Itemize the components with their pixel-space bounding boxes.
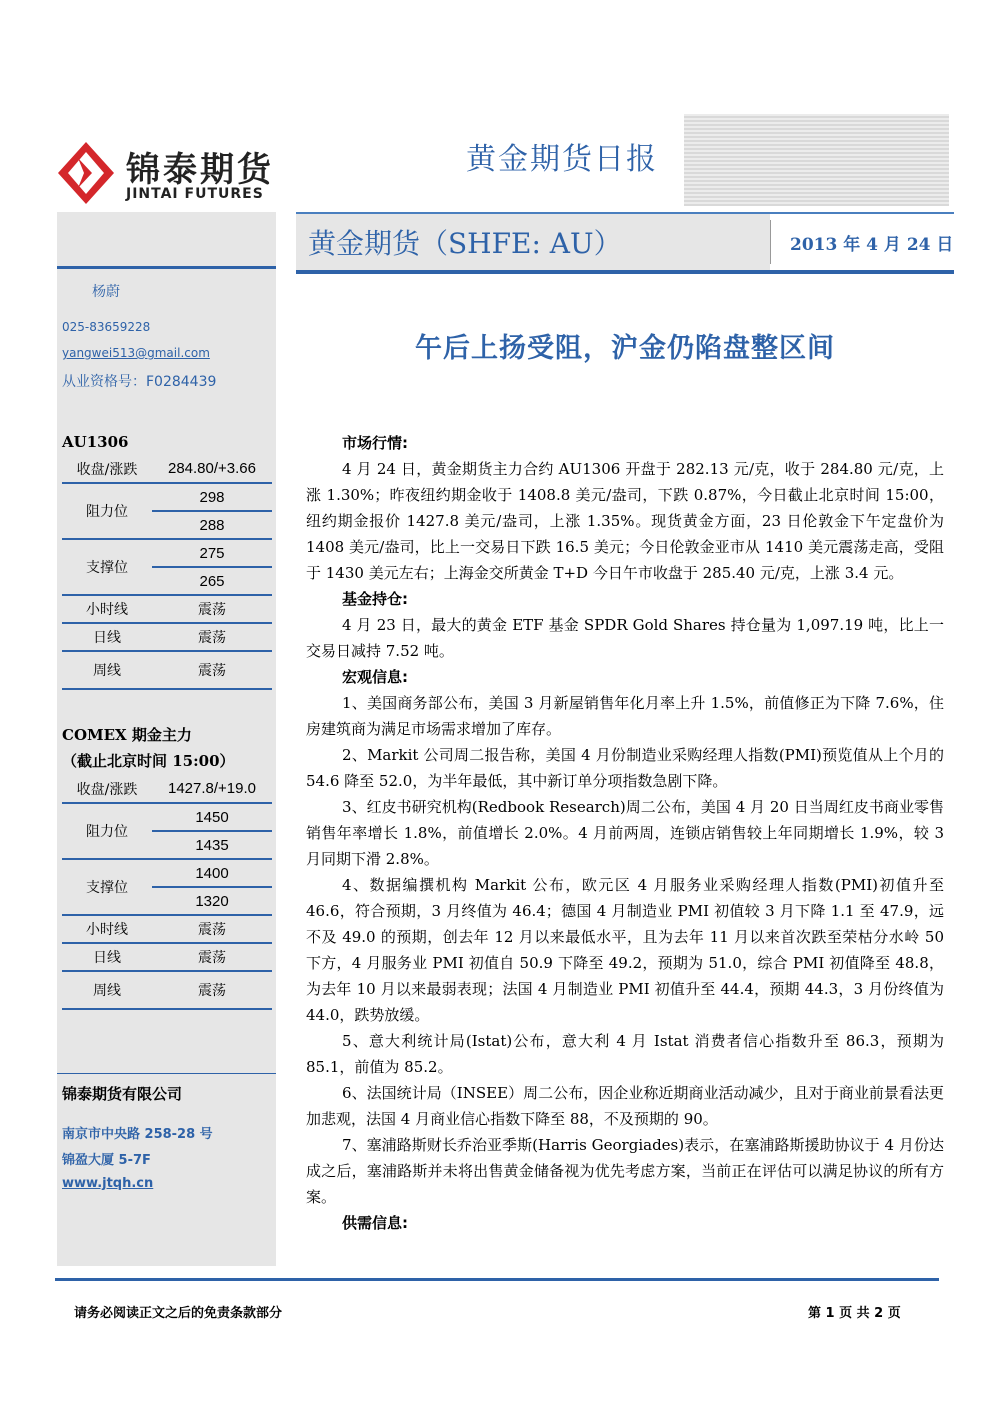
macro-item: 2、Markit 公司周二报告称，美国 4 月份制造业采购经理人指数(PMI)预览值从上个月的 54.6 降至 52.0，为半年最低，其中新订单分项指数急剧下降。 <box>306 746 944 790</box>
report-date: 2013 年 4 月 24 日 <box>790 235 954 255</box>
logo-diamond-icon <box>58 142 116 204</box>
page-number: 第 1 页 共 2 页 <box>808 1306 901 1321</box>
comex-support-label: 支撑位 <box>62 859 152 915</box>
comex-daily-label: 日线 <box>62 943 152 971</box>
table-row <box>62 539 272 567</box>
table-row <box>62 595 272 623</box>
au-resistance-label: 阻力位 <box>62 483 152 539</box>
macro-item: 5、意大利统计局(Istat)公布，意大利 4 月 Istat 消费者信心指数升至 86.3，预期为 85.1，前值为 85.2。 <box>306 1032 944 1076</box>
company-logo <box>58 140 288 210</box>
au-close-label: 收盘/涨跌 <box>62 455 152 483</box>
macro-item: 7、塞浦路斯财长乔治亚季斯(Harris Georgiades)表示，在塞浦路斯援助协议于 4 月份达成之后，塞浦路斯并未将出售黄金储备视为优先考虑方案，当前正在评估可以满足协议的所有方案。 <box>306 1136 944 1206</box>
table-row <box>62 859 272 887</box>
paragraph-market: 4 月 24 日，黄金期货主力合约 AU1306 开盘于 282.13 元/克，收于 284.80 元/克，上涨 1.30%；昨夜纽约期金收于 1408.8 美元/盎司，下跌 0.87%，今日截止北京时间 15:00，纽约期金报价 1427.8 美元/盎司，上涨 1.35%。现货黄金方面，23 日伦敦金下午定盘价为 1408 美元/盎司，比上一交易日下跌 16.5 美元；今日伦敦金亚市从 1410 美元震荡走高，受阻于 1430 美元左右；上海金交所黄金 T+D 今日午市收盘于 285.40 元/克，上涨 3.4 元。 <box>306 460 944 582</box>
logo-chinese-name: 锦泰期货 <box>126 150 274 190</box>
analyst-name: 杨蔚 <box>92 284 120 300</box>
au-support-1: 275 <box>152 539 272 567</box>
analyst-phone: 025-83659228 <box>62 320 151 334</box>
table-row <box>62 455 272 483</box>
company-divider <box>57 1073 276 1074</box>
company-address-line2: 锦盈大厦 5-7F <box>62 1153 151 1168</box>
macro-item: 3、红皮书研究机构(Redbook Research)周二公布，美国 4 月 20 日当周红皮书商业零售销售年率增长 1.8%，前值增长 2.0%。4 月前两周，连锁店销售较上年同期增长 1.9%，较 3 月同期下滑 2.8%。 <box>306 798 944 868</box>
section-heading-supply: 供需信息: <box>342 1214 408 1232</box>
comex-resistance-1: 1450 <box>152 803 272 831</box>
au-support-label: 支撑位 <box>62 539 152 595</box>
au-resistance-1: 298 <box>152 483 272 511</box>
au-weekly-value: 震荡 <box>152 651 272 689</box>
sidebar-top-rule <box>57 266 276 269</box>
comex-weekly-value: 震荡 <box>152 971 272 1009</box>
table-row <box>62 483 272 511</box>
subject-divider <box>770 220 771 264</box>
au-weekly-label: 周线 <box>62 651 152 689</box>
comex-hourly-value: 震荡 <box>152 915 272 943</box>
table-row <box>62 971 272 1009</box>
au-daily-value: 震荡 <box>152 623 272 651</box>
section-heading-holdings: 基金持仓: <box>342 590 408 608</box>
comex-hourly-label: 小时线 <box>62 915 152 943</box>
table-row <box>62 651 272 689</box>
table-row <box>62 943 272 971</box>
comex-resistance-2: 1435 <box>152 831 272 859</box>
footer-disclaimer: 请务必阅读正文之后的免责条款部分 <box>74 1306 283 1321</box>
article-headline: 午后上扬受阻，沪金仍陷盘整区间 <box>415 333 835 364</box>
article-body <box>306 430 944 1236</box>
au-hourly-value: 震荡 <box>152 595 272 623</box>
company-website-link[interactable]: www.jtqh.cn <box>62 1176 154 1191</box>
table-row <box>62 623 272 651</box>
au-indicator-table <box>62 455 272 690</box>
comex-section-title: COMEX 期金主力 <box>62 726 192 744</box>
comex-close-value: 1427.8/+19.0 <box>152 775 272 803</box>
macro-item: 4、数据编撰机构 Markit 公布，欧元区 4 月服务业采购经理人指数(PMI)初值升至 46.6，符合预期，3 月终值为 46.4；德国 4 月制造业 PMI 初值较 3 月下降 1.1 至 47.9，远不及 49.0 的预期，创去年 12 月以来最低水平，且为去年 11 月以来首次跌至荣枯分水岭 50 下方，4 月服务业 PMI 初值自 50.9 下降至 49.2，预期为 51.0，综合 PMI 初值降至 48.8，为去年 10 月以来最弱表现；法国 4 月制造业 PMI 初值升至 44.4，预期 44.3，3 月份终值为 44.0，跌势放缓。 <box>306 876 944 1024</box>
analyst-license: 从业资格号：F0284439 <box>62 374 217 390</box>
au-daily-label: 日线 <box>62 623 152 651</box>
comex-daily-value: 震荡 <box>152 943 272 971</box>
au-section-title: AU1306 <box>62 433 129 451</box>
company-name: 锦泰期货有限公司 <box>62 1085 183 1103</box>
au-resistance-2: 288 <box>152 511 272 539</box>
section-heading-macro: 宏观信息: <box>342 668 408 686</box>
au-hourly-label: 小时线 <box>62 595 152 623</box>
macro-item: 6、法国统计局（INSEE）周二公布，因企业称近期商业活动减少，且对于商业前景看法更加悲观，法国 4 月商业信心指数下降至 88，不及预期的 90。 <box>306 1084 944 1128</box>
comex-support-1: 1400 <box>152 859 272 887</box>
table-row <box>62 775 272 803</box>
macro-item: 1、美国商务部公布，美国 3 月新屋销售年化月率上升 1.5%，前值修正为下降 7.6%，住房建筑商为满足市场需求增加了库存。 <box>306 694 944 738</box>
table-row <box>62 803 272 831</box>
section-heading-market: 市场行情: <box>342 434 408 452</box>
comex-close-label: 收盘/涨跌 <box>62 775 152 803</box>
header-decoration <box>684 114 949 206</box>
report-title: 黄金期货日报 <box>466 142 658 177</box>
comex-section-subtitle: （截止北京时间 15:00） <box>62 752 235 770</box>
table-row <box>62 915 272 943</box>
au-support-2: 265 <box>152 567 272 595</box>
au-close-value: 284.80/+3.66 <box>152 455 272 483</box>
comex-weekly-label: 周线 <box>62 971 152 1009</box>
comex-resistance-label: 阻力位 <box>62 803 152 859</box>
comex-support-2: 1320 <box>152 887 272 915</box>
paragraph-holdings: 4 月 23 日，最大的黄金 ETF 基金 SPDR Gold Shares 持仓量为 1,097.19 吨，比上一交易日减持 7.52 吨。 <box>306 616 944 660</box>
company-address-line1: 南京市中央路 258-28 号 <box>62 1127 213 1142</box>
subject-bar <box>296 212 954 274</box>
comex-indicator-table <box>62 775 272 1010</box>
analyst-email-link[interactable]: yangwei513@gmail.com <box>62 346 210 360</box>
subject-title: 黄金期货（SHFE: AU） <box>308 227 622 260</box>
footer-rule <box>55 1278 939 1281</box>
logo-english-name: JINTAI FUTURES <box>126 186 264 202</box>
